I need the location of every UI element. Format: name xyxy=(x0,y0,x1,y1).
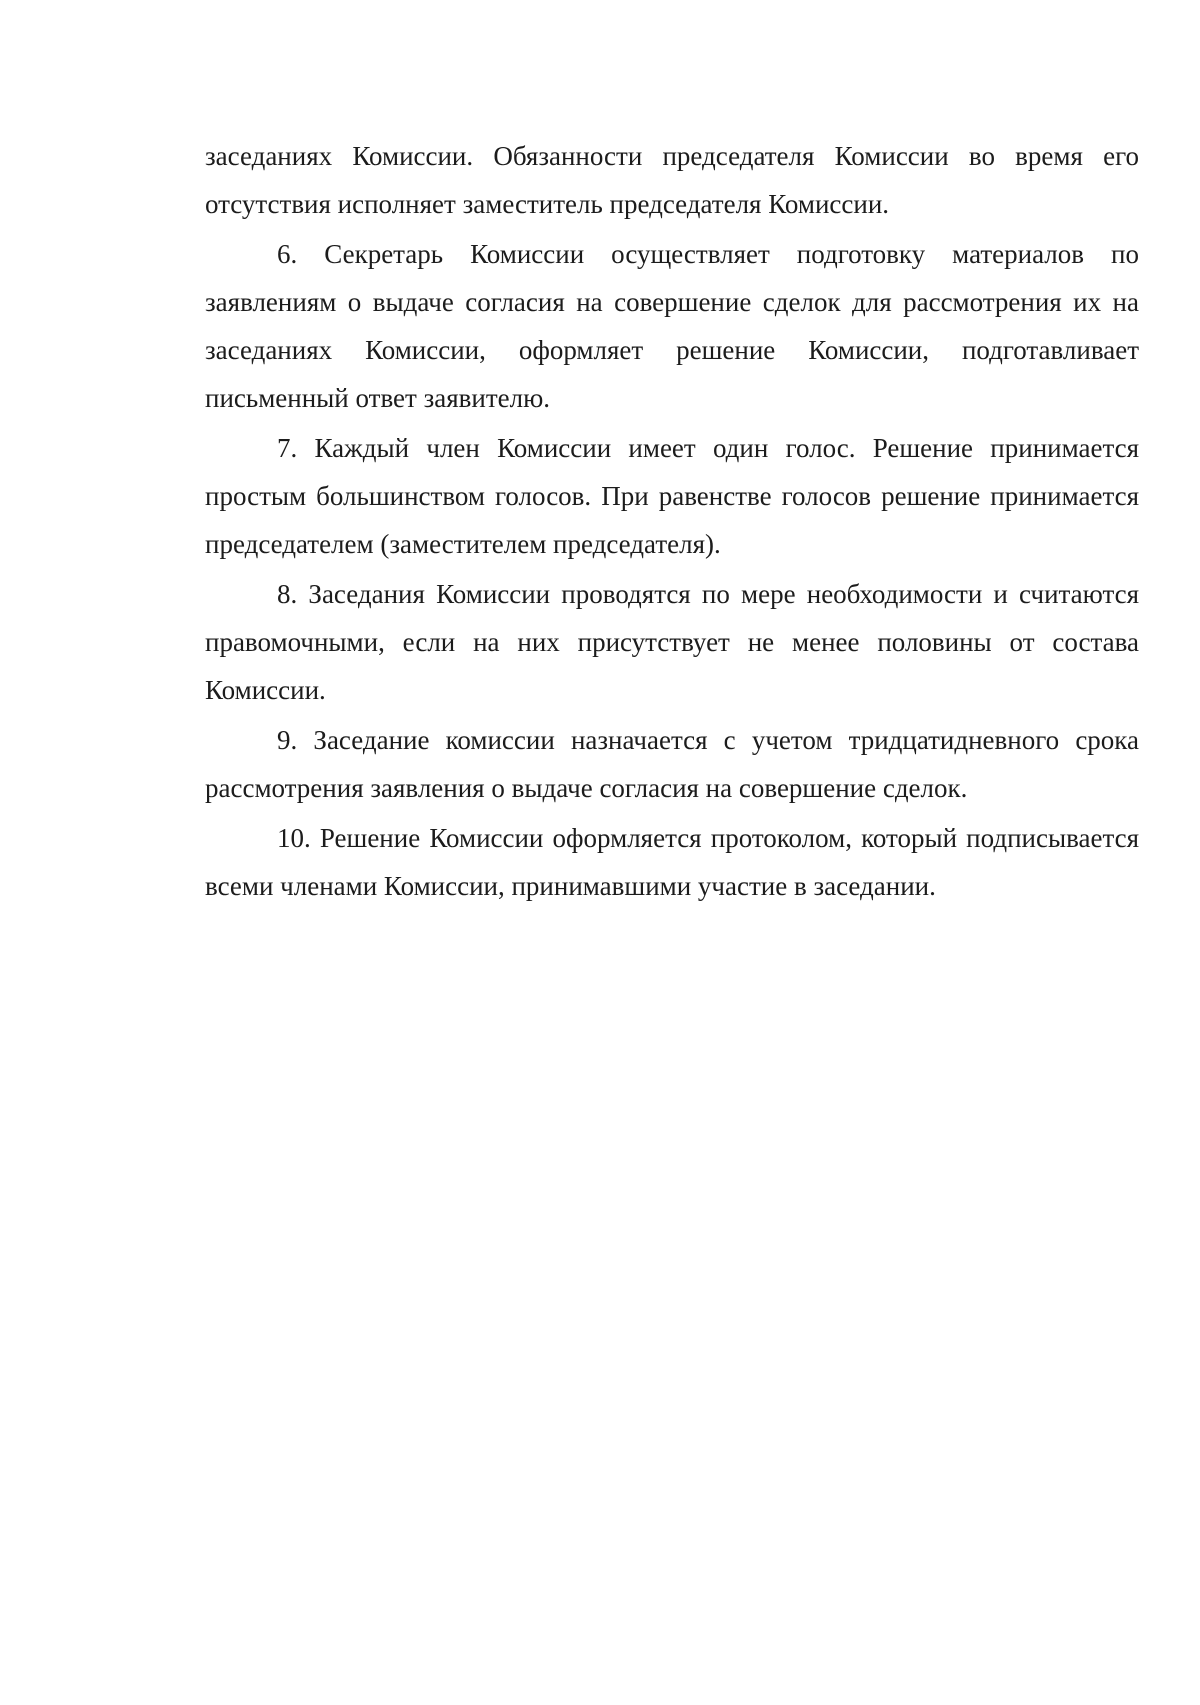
paragraph-continuation: заседаниях Комиссии. Обязанности председателя Комиссии во время его отсутствия исполняет заместитель председателя Комиссии. xyxy=(205,141,1139,219)
paragraph-9: 9. Заседание комиссии назначается с учетом тридцатидневного срока рассмотрения заявления о выдаче согласия на совершение сделок. xyxy=(205,725,1139,803)
paragraph-8: 8. Заседания Комиссии проводятся по мере необходимости и считаются правомочными, если на них присутствует не менее половины от состава Комиссии. xyxy=(205,579,1139,705)
document-body xyxy=(205,132,1139,910)
paragraph-10: 10. Решение Комиссии оформляется протоколом, который подписывается всеми членами Комиссии, принимавшими участие в заседании. xyxy=(205,823,1139,901)
paragraph-6: 6. Секретарь Комиссии осуществляет подготовку материалов по заявлениям о выдаче согласия на совершение сделок для рассмотрения их на заседаниях Комиссии, оформляет решение Комиссии, подготавливает письменный ответ заявителю. xyxy=(205,239,1139,413)
paragraph-7: 7. Каждый член Комиссии имеет один голос. Решение принимается простым большинством голосов. При равенстве голосов решение принимается председателем (заместителем председателя). xyxy=(205,433,1139,559)
